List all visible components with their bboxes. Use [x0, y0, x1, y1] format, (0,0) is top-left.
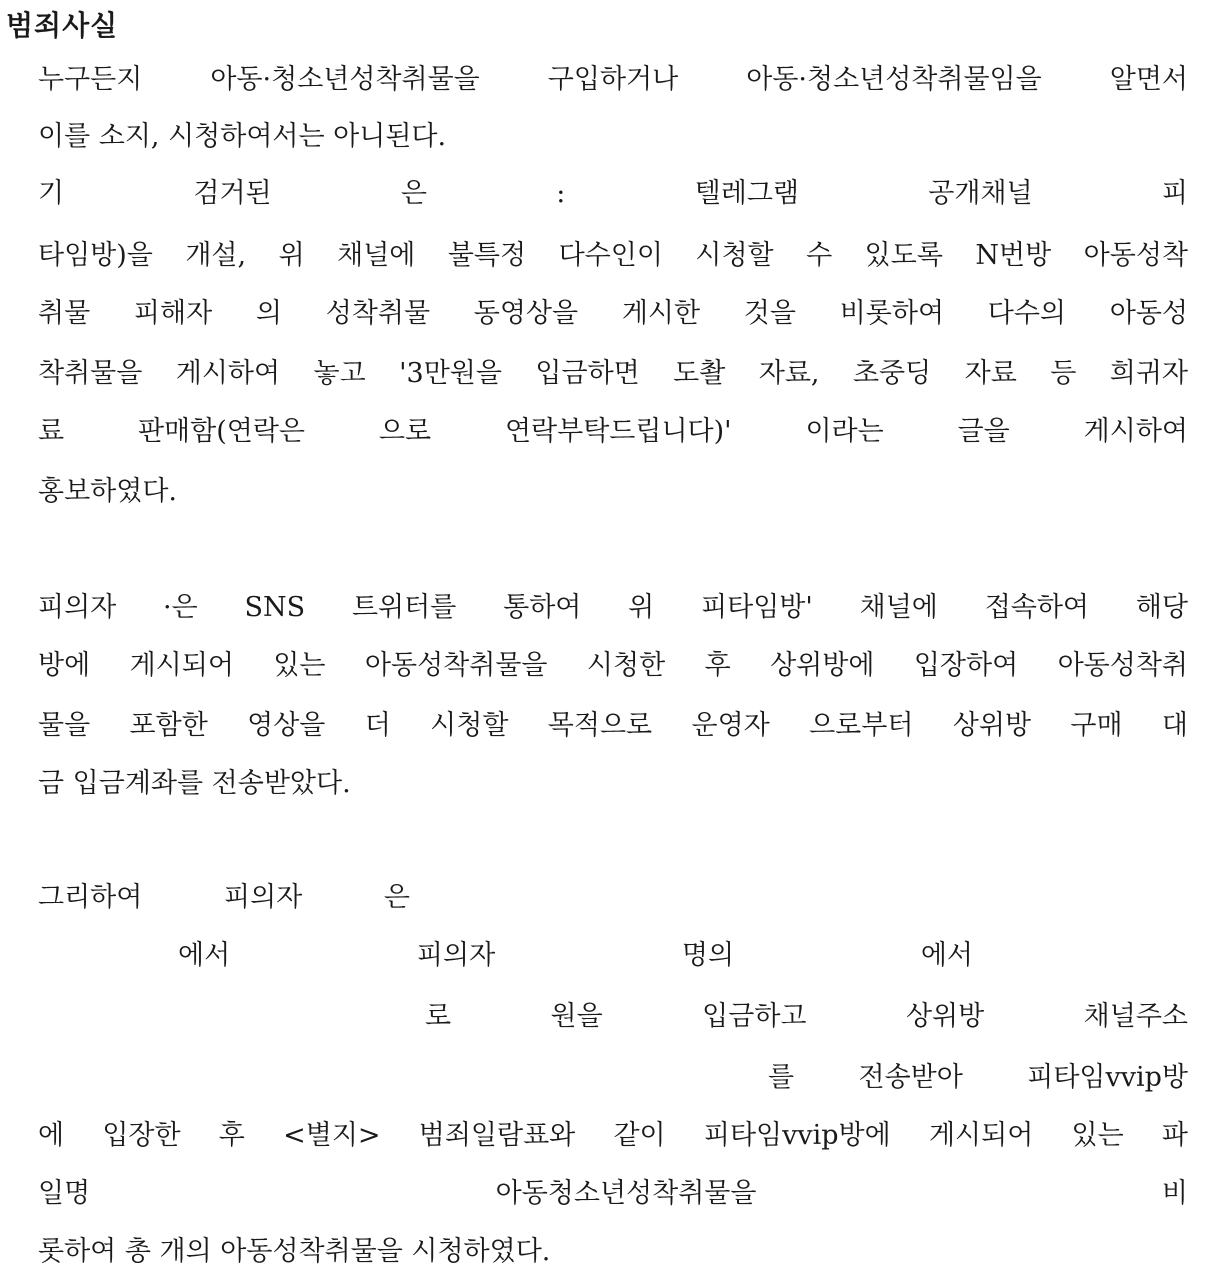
paragraph-line: 피의자 ·은 SNS 트위터를 통하여 위 피타임방' 채널에 접속하여 해당	[38, 592, 1188, 623]
paragraph-line: 를 전송받아 피타임vvip방	[768, 1062, 1188, 1093]
section-heading: 범죄사실	[6, 9, 119, 42]
paragraph-line: 료 판매함(연락은 으로 연락부탁드립니다)' 이라는 글을 게시하여	[38, 416, 1188, 447]
paragraph-line: 에 입장한 후 <별지> 범죄일람표와 같이 피타임vvip방에 게시되어 있는 파	[38, 1120, 1188, 1151]
paragraph-line: 방에 게시되어 있는 아동성착취물을 시청한 후 상위방에 입장하여 아동성착취	[38, 650, 1188, 681]
paragraph-line: 일명 아동청소년성착취물을 비	[38, 1178, 1188, 1209]
paragraph-line: 기 검거된 은 : 텔레그램 공개채널 피	[38, 178, 1188, 209]
paragraph-line: 이를 소지, 시청하여서는 아니된다.	[38, 121, 447, 152]
paragraph-line: 누구든지 아동·청소년성착취물을 구입하거나 아동·청소년성착취물임을 알면서	[38, 64, 1188, 95]
paragraph-line: 금 입금계좌를 전송받았다.	[38, 768, 351, 799]
paragraph-line: 타임방)을 개설, 위 채널에 불특정 다수인이 시청할 수 있도록 N번방 아동성착	[38, 240, 1188, 271]
paragraph-line: 롯하여 총 개의 아동성착취물을 시청하였다.	[38, 1236, 551, 1267]
paragraph-line: 착취물을 게시하여 놓고 '3만원을 입금하면 도촬 자료, 초중딩 자료 등 희귀자	[38, 358, 1188, 389]
paragraph-line: 물을 포함한 영상을 더 시청할 목적으로 운영자 으로부터 상위방 구매 대	[38, 710, 1188, 741]
paragraph-line: 에서 피의자 명의 에서	[178, 940, 973, 971]
paragraph-line: 그리하여 피의자 은	[38, 882, 410, 913]
paragraph-line: 홍보하였다.	[38, 476, 177, 507]
paragraph-line: 취물 피해자 의 성착취물 동영상을 게시한 것을 비롯하여 다수의 아동성	[38, 298, 1188, 329]
paragraph-line: 로 원을 입금하고 상위방 채널주소	[425, 1001, 1188, 1032]
